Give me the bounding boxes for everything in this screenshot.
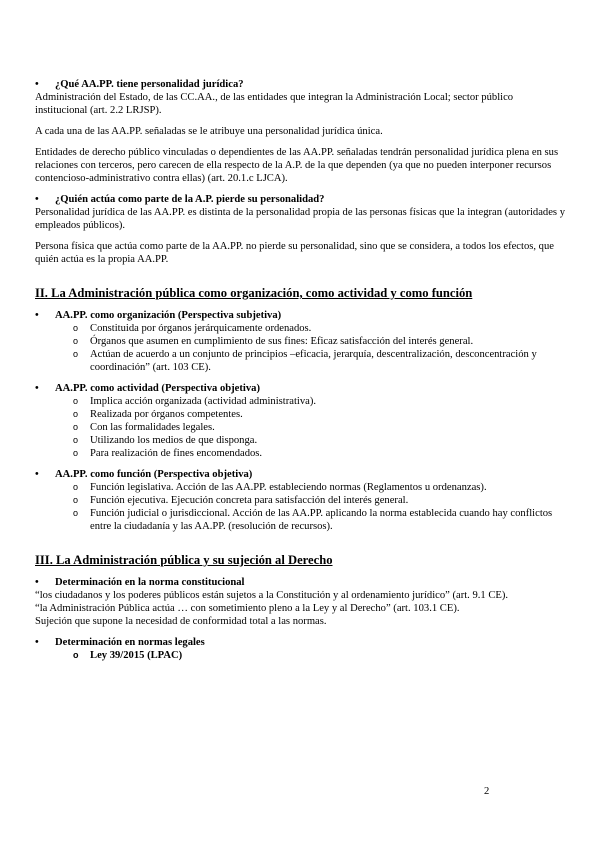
list-item: o Con las formalidades legales. xyxy=(35,421,565,434)
bullet-heading: • Determinación en normas legales xyxy=(35,636,565,649)
document-page xyxy=(35,78,565,662)
quote-line: “los ciudadanos y los poderes públicos están sujetos a la Constitución y al ordenamiento jurídico” (art. 9.1 CE). xyxy=(35,590,509,601)
bullet-heading: • Determinación en la norma constitucional xyxy=(35,576,565,589)
bullet-heading: • AA.PP. como organización (Perspectiva subjetiva) xyxy=(35,309,565,322)
paragraph: Personalidad jurídica de las AA.PP. es distinta de la personalidad propia de las personas físicas que la integran (autoridades y empleados públicos). xyxy=(35,207,565,231)
section-heading: III. La Administración pública y su sujeción al Derecho xyxy=(35,553,333,567)
list-item: o Actúan de acuerdo a un conjunto de principios –eficacia, jerarquía, descentralización, desconcentración y coordinación” (art. 103 CE). xyxy=(35,348,565,374)
list-item: o Función legislativa. Acción de las AA.PP. estableciendo normas (Reglamentos u ordenanzas). xyxy=(35,481,565,494)
quote-line: “la Administración Pública actúa … con sometimiento pleno a la Ley y al Derecho” (art. 103.1 CE). xyxy=(35,603,460,614)
list-item: o Función ejecutiva. Ejecución concreta para satisfacción del interés general. xyxy=(35,494,565,507)
paragraph: A cada una de las AA.PP. señaladas se le atribuye una personalidad jurídica única. xyxy=(35,126,383,137)
bullet-heading: • AA.PP. como función (Perspectiva objetiva) xyxy=(35,468,565,481)
list-item: o Implica acción organizada (actividad administrativa). xyxy=(35,395,565,408)
bullet-heading: • AA.PP. como actividad (Perspectiva objetiva) xyxy=(35,382,565,395)
list-item: o Realizada por órganos competentes. xyxy=(35,408,565,421)
paragraph: Sujeción que supone la necesidad de conformidad total a las normas. xyxy=(35,616,327,627)
list-item: o Órganos que asumen en cumplimiento de sus fines: Eficaz satisfacción del interés general. xyxy=(35,335,565,348)
paragraph: Entidades de derecho público vinculadas o dependientes de las AA.PP. señaladas tendrán personalidad jurídica plena en sus relaciones con terceros, pero carecen de ella respecto de la A.P. de la que dependen (ya que no pueden interponer recursos contencioso-administrativo contra ellas) (art. 20.1.c LJCA). xyxy=(35,147,559,184)
paragraph: Persona física que actúa como parte de la AA.PP. no pierde su personalidad, sino que se considera, a todos los efectos, que quién actúa es la propia AA.PP. xyxy=(35,241,554,265)
list-item: o Para realización de fines encomendados. xyxy=(35,447,565,460)
list-item: o Función judicial o jurisdiccional. Acción de las AA.PP. aplicando la norma establecida cuando hay conflictos entre la ciudadanía y las AA.PP. (resolución de recursos). xyxy=(35,507,565,533)
list-item: o Ley 39/2015 (LPAC) xyxy=(35,649,565,662)
list-item: o Utilizando los medios de que disponga. xyxy=(35,434,565,447)
page-number: 2 xyxy=(484,786,490,797)
paragraph: Administración del Estado, de las CC.AA., de las entidades que integran la Administración Local; sector público institucional (art. 2.2 LRJSP). xyxy=(35,92,514,116)
question-heading: • ¿Qué AA.PP. tiene personalidad jurídica? xyxy=(35,78,565,91)
section-heading: II. La Administración pública como organización, como actividad y como función xyxy=(35,286,473,300)
list-item: o Constituida por órganos jerárquicamente ordenados. xyxy=(35,322,565,335)
question-heading: • ¿Quién actúa como parte de la A.P. pierde su personalidad? xyxy=(35,193,565,206)
